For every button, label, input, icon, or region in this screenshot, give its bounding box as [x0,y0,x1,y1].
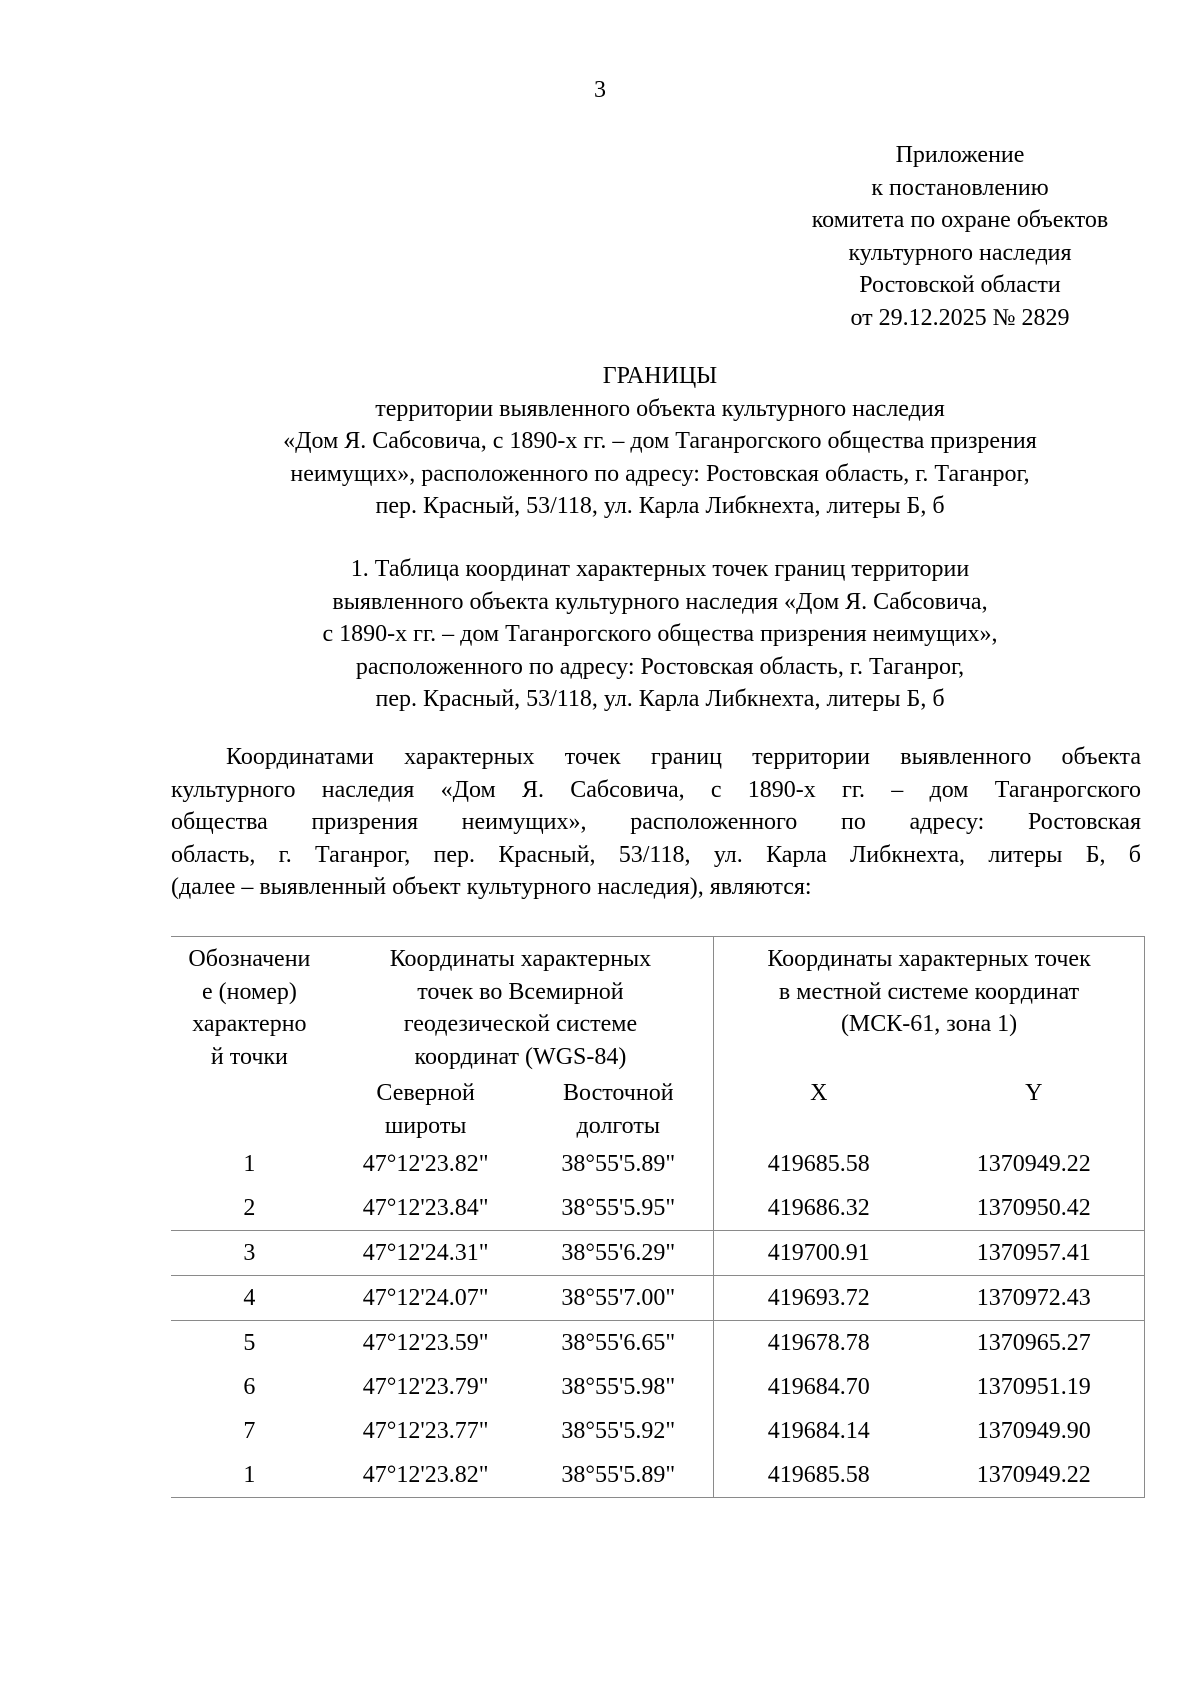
title-line: пер. Красный, 53/118, ул. Карла Либкнехта, литеры Б, б [375,493,945,519]
body-paragraph [171,741,1141,904]
cell-point: 5 [171,1321,328,1366]
paragraph-line: общества призрения неимущих», расположенного по адресу: Ростовская [171,809,1141,835]
caption-line: выявленного объекта культурного наследия «Дом Я. Сабсовича, [332,588,988,615]
cell-y: 1370949.22 [976,1462,1091,1488]
cell-x: 419678.78 [714,1321,924,1366]
coordinates-table [171,936,1145,1498]
header-line: геодезической системе [403,1011,638,1037]
cell-point: 4 [171,1276,328,1321]
header-line: Координаты характерных [389,946,652,972]
cell-lat: 47°12'23.82" [362,1151,489,1177]
cell-lon: 38°55'5.89" [523,1142,713,1186]
title-block [160,360,1160,523]
cell-lon: 38°55'5.89" [523,1453,713,1498]
caption-line: пер. Красный, 53/118, ул. Карла Либкнехта, литеры Б, б [375,686,945,712]
table-row [171,1231,1145,1276]
table-row [171,1276,1145,1321]
page-number: 3 [594,77,606,103]
table-header-row [171,937,1145,1074]
cell-lat: 47°12'23.77" [362,1418,489,1444]
cell-y: 1370951.19 [976,1374,1091,1400]
cell-x: 419684.70 [767,1374,870,1400]
paragraph-line: (далее – выявленный объект культурного наследия), являются: [171,874,812,900]
header-line: характерно [192,1011,307,1037]
cell-lat: 47°12'23.84" [362,1195,489,1221]
table-row [171,1321,1145,1366]
cell-lat: 47°12'23.82" [362,1462,489,1488]
cell-point: 3 [171,1231,328,1276]
cell-x: 419684.14 [767,1418,870,1444]
paragraph-line: Координатами характерных точек границ территории выявленного объекта [226,744,1141,770]
appendix-line: от 29.12.2025 № 2829 [850,304,1070,331]
cell-x: 419693.72 [714,1276,924,1321]
cell-y: 1370965.27 [924,1321,1145,1366]
table-row [171,1142,1145,1186]
subheader-lon [523,1073,713,1142]
subheader-x: X [810,1080,828,1106]
appendix-line: комитета по охране объектов [811,207,1109,233]
paragraph-line: область, г. Таганрог, пер. Красный, 53/118, ул. Карла Либкнехта, литеры Б, б [171,841,1141,868]
header-line: (МСК-61, зона 1) [840,1011,1018,1037]
cell-lat: 47°12'24.31" [328,1231,524,1276]
header-line: в местной системе координат [778,978,1080,1005]
cell-point: 2 [243,1195,256,1221]
cell-x: 419685.58 [767,1151,870,1177]
table-row [171,1453,1145,1498]
header-point [171,937,328,1143]
cell-point: 1 [243,1151,256,1177]
header-wgs84 [328,937,714,1074]
subheader-line: широты [384,1112,467,1139]
cell-lat: 47°12'24.07" [328,1276,524,1321]
cell-y: 1370950.42 [976,1195,1091,1221]
cell-y: 1370957.41 [924,1231,1145,1276]
cell-x: 419685.58 [767,1462,870,1488]
table-row [171,1186,1145,1231]
cell-y: 1370949.22 [976,1151,1091,1177]
table-caption [160,553,1160,716]
cell-lon: 38°55'6.65" [523,1321,713,1366]
caption-line: расположенного по адресу: Ростовская область, г. Таганрог, [355,653,965,680]
header-line: координат (WGS-84) [414,1043,627,1070]
title-line: территории выявленного объекта культурного наследия [375,395,945,422]
cell-lon: 38°55'5.95" [523,1186,713,1231]
subheader-lat [328,1073,524,1142]
appendix-block [750,139,1170,334]
subheader-y: Y [1025,1080,1043,1106]
header-msk61 [714,937,1145,1074]
header-line: Обозначени [188,946,311,972]
header-line: Координаты характерных точек [767,946,1091,972]
cell-lat: 47°12'23.59" [328,1321,524,1366]
subheader-line: Северной [376,1080,475,1106]
caption-line: 1. Таблица координат характерных точек границ территории [350,556,970,582]
document-heading: ГРАНИЦЫ [602,363,718,389]
header-line: й точки [210,1043,288,1070]
cell-y: 1370949.90 [976,1418,1091,1444]
title-line: неимущих», расположенного по адресу: Ростовская область, г. Таганрог, [290,460,1030,487]
subheader-line: Восточной [562,1080,674,1106]
paragraph-line: культурного наследия «Дом Я. Сабсовича, с 1890-х гг. – дом Таганрогского [171,776,1141,803]
title-line: «Дом Я. Сабсовича, с 1890-х гг. – дом Таганрогского общества призрения [283,428,1037,454]
table-row [171,1409,1145,1453]
caption-line: с 1890-х гг. – дом Таганрогского общества призрения неимущих», [322,621,998,647]
table-row [171,1365,1145,1409]
cell-point: 7 [243,1418,256,1444]
cell-lat: 47°12'23.79" [362,1374,489,1400]
appendix-line: культурного наследия [848,239,1072,266]
cell-lon: 38°55'5.92" [523,1409,713,1453]
cell-lon: 38°55'6.29" [523,1231,713,1276]
cell-lon: 38°55'5.98" [523,1365,713,1409]
appendix-line: Приложение [895,142,1025,168]
header-line: точек во Всемирной [417,978,624,1005]
cell-x: 419686.32 [767,1195,870,1221]
appendix-line: к постановлению [871,174,1049,201]
header-line: е (номер) [201,978,297,1005]
cell-lon: 38°55'7.00" [523,1276,713,1321]
cell-y: 1370972.43 [924,1276,1145,1321]
subheader-line: долготы [576,1112,660,1139]
cell-point: 6 [243,1374,256,1400]
cell-x: 419700.91 [714,1231,924,1276]
appendix-line: Ростовской области [859,272,1061,298]
cell-point: 1 [243,1462,256,1488]
